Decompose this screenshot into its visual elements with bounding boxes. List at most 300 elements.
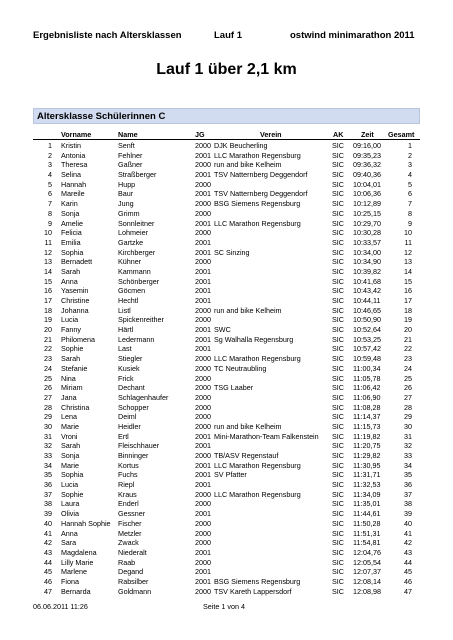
- row-name: Stiegler: [118, 354, 143, 364]
- row-zeit: 11:34,09: [353, 489, 381, 499]
- row-ak: SIC: [332, 344, 344, 354]
- row-name: Kühner: [118, 257, 142, 267]
- row-verein: run and bike Kelheim: [214, 305, 282, 315]
- row-gesamt: 28: [404, 402, 412, 412]
- row-verein: SWC: [214, 325, 231, 335]
- row-verein: TB/ASV Regenstauf: [214, 451, 279, 460]
- row-name: Gartzke: [118, 237, 144, 247]
- row-name: Fischer: [118, 518, 142, 528]
- row-zeit: 10:59,48: [353, 354, 381, 364]
- row-jg: 2001: [195, 576, 211, 586]
- row-jg: 2000: [195, 228, 211, 238]
- row-ak: SIC: [332, 141, 344, 150]
- row-jg: 2001: [195, 509, 211, 519]
- row-ak: SIC: [332, 373, 344, 383]
- row-gesamt: 19: [404, 315, 412, 325]
- row-ak: SIC: [332, 189, 344, 199]
- row-name: Last: [118, 344, 132, 354]
- row-gesamt: 9: [408, 218, 412, 228]
- row-vorname: Marie: [61, 421, 79, 431]
- row-name: Hupp: [118, 179, 136, 189]
- row-gesamt: 2: [408, 150, 412, 160]
- row-place: 19: [44, 315, 52, 325]
- row-zeit: 11:15,73: [353, 421, 381, 431]
- row-gesamt: 13: [404, 257, 412, 267]
- row-vorname: Karin: [61, 199, 78, 209]
- footer-date: 06.06.2011 11:26: [33, 602, 88, 611]
- row-jg: 2000: [195, 528, 211, 538]
- row-zeit: 10:04,01: [353, 179, 381, 189]
- row-name: Lohmeier: [118, 228, 148, 238]
- row-place: 46: [44, 576, 52, 586]
- row-jg: 2001: [195, 547, 211, 557]
- row-ak: SIC: [332, 160, 344, 170]
- row-jg: 2000: [195, 141, 211, 150]
- row-place: 33: [44, 451, 52, 460]
- row-zeit: 09:35,23: [353, 150, 381, 160]
- row-name: Heidler: [118, 421, 141, 431]
- row-vorname: Selina: [61, 170, 81, 180]
- row-zeit: 10:41,68: [353, 276, 381, 286]
- row-gesamt: 21: [404, 334, 412, 344]
- row-name: Schönberger: [118, 276, 160, 286]
- row-gesamt: 38: [404, 499, 412, 509]
- row-ak: SIC: [332, 237, 344, 247]
- row-place: 13: [44, 257, 52, 267]
- row-name: Gessner: [118, 509, 146, 519]
- row-vorname: Philomena: [61, 334, 95, 344]
- row-gesamt: 24: [404, 363, 412, 373]
- table-row: [0, 587, 453, 597]
- row-name: Fehlner: [118, 150, 143, 160]
- row-zeit: 11:06,42: [353, 383, 381, 393]
- col-zeit: Zeit: [361, 130, 374, 139]
- table-row: [0, 558, 453, 568]
- row-zeit: 12:08,14: [353, 576, 381, 586]
- page-footer: [0, 602, 453, 612]
- row-vorname: Fiona: [61, 576, 79, 586]
- row-jg: 2000: [195, 451, 211, 460]
- row-gesamt: 40: [404, 518, 412, 528]
- row-ak: SIC: [332, 363, 344, 373]
- table-row: [0, 296, 453, 306]
- row-place: 24: [44, 363, 52, 373]
- row-zeit: 10:57,42: [353, 344, 381, 354]
- row-gesamt: 43: [404, 547, 412, 557]
- row-jg: 2000: [195, 586, 211, 596]
- row-verein: Mini-Marathon-Team Falkenstein: [214, 431, 319, 441]
- row-place: 5: [48, 179, 52, 189]
- row-jg: 2001: [195, 334, 211, 344]
- row-gesamt: 22: [404, 344, 412, 354]
- row-verein: SV Pfatter: [214, 470, 247, 480]
- row-ak: SIC: [332, 538, 344, 548]
- row-vorname: Anna: [61, 276, 78, 286]
- row-ak: SIC: [332, 518, 344, 528]
- section-heading: Altersklasse Schülerinnen C: [33, 108, 420, 124]
- row-jg: 2000: [195, 257, 211, 267]
- row-gesamt: 20: [404, 325, 412, 335]
- row-place: 31: [44, 431, 52, 441]
- table-row: [0, 403, 453, 413]
- row-name: Fuchs: [118, 470, 138, 480]
- row-jg: 2001: [195, 247, 211, 257]
- table-row: [0, 577, 453, 587]
- table-row: [0, 277, 453, 287]
- row-zeit: 11:08,28: [353, 402, 381, 412]
- table-row: [0, 499, 453, 509]
- row-ak: SIC: [332, 547, 344, 557]
- row-name: Deiml: [118, 412, 137, 422]
- table-row: [0, 248, 453, 258]
- row-name: Dechant: [118, 383, 145, 393]
- header-rule: [33, 139, 420, 140]
- header-event: ostwind minimarathon 2011: [290, 30, 415, 41]
- row-ak: SIC: [332, 179, 344, 189]
- row-ak: SIC: [332, 402, 344, 412]
- row-zeit: 11:14,37: [353, 412, 381, 422]
- row-place: 44: [44, 557, 52, 567]
- row-zeit: 11:29,82: [353, 451, 381, 460]
- row-name: Schopper: [118, 402, 149, 412]
- row-ak: SIC: [332, 228, 344, 238]
- page-header: [0, 30, 453, 44]
- row-jg: 2001: [195, 218, 211, 228]
- row-verein: LLC Marathon Regensburg: [214, 489, 301, 499]
- row-vorname: Mareile: [61, 189, 85, 199]
- table-row: [0, 364, 453, 374]
- row-name: Kusiek: [118, 363, 140, 373]
- row-place: 37: [44, 489, 52, 499]
- table-row: [0, 209, 453, 219]
- table-row: [0, 480, 453, 490]
- row-jg: 2000: [195, 383, 211, 393]
- table-row: [0, 160, 453, 170]
- row-vorname: Lucia: [61, 315, 79, 325]
- row-vorname: Sophie: [61, 344, 84, 354]
- table-row: [0, 451, 453, 461]
- row-gesamt: 34: [404, 460, 412, 470]
- row-jg: 2001: [195, 286, 211, 296]
- row-ak: SIC: [332, 576, 344, 586]
- row-verein: BSG Siemens Regensburg: [214, 576, 301, 586]
- row-gesamt: 15: [404, 276, 412, 286]
- row-vorname: Sophia: [61, 470, 84, 480]
- row-zeit: 10:53,25: [353, 334, 381, 344]
- row-vorname: Lena: [61, 412, 77, 422]
- row-verein: TSV Natternberg Deggendorf: [214, 189, 308, 199]
- row-verein: run and bike Kelheim: [214, 421, 282, 431]
- row-jg: 2001: [195, 237, 211, 247]
- table-row: [0, 286, 453, 296]
- row-vorname: Laura: [61, 499, 80, 509]
- row-ak: SIC: [332, 489, 344, 499]
- row-place: 47: [44, 586, 52, 596]
- row-zeit: 10:44,11: [353, 296, 381, 305]
- row-zeit: 10:30,28: [353, 228, 381, 238]
- row-jg: 2001: [195, 266, 211, 276]
- row-gesamt: 7: [408, 199, 412, 209]
- row-name: Riepl: [118, 480, 135, 490]
- footer-page: Seite 1 von 4: [203, 602, 245, 611]
- row-vorname: Sarah: [61, 441, 81, 451]
- row-gesamt: 32: [404, 441, 412, 451]
- row-ak: SIC: [332, 421, 344, 431]
- header-race: Lauf 1: [214, 30, 242, 41]
- table-row: [0, 441, 453, 451]
- row-name: Göcmen: [118, 286, 146, 296]
- row-gesamt: 3: [408, 160, 412, 170]
- row-jg: 2001: [195, 480, 211, 490]
- table-row: [0, 306, 453, 316]
- row-zeit: 10:33,57: [353, 237, 381, 247]
- row-gesamt: 46: [404, 576, 412, 586]
- row-ak: SIC: [332, 266, 344, 276]
- row-name: Degand: [118, 567, 144, 577]
- row-gesamt: 39: [404, 509, 412, 519]
- table-row: [0, 432, 453, 442]
- row-ak: SIC: [332, 392, 344, 402]
- row-place: 28: [44, 402, 52, 412]
- row-jg: 2000: [195, 392, 211, 402]
- row-verein: LLC Marathon Regensburg: [214, 150, 301, 160]
- row-ak: SIC: [332, 586, 344, 596]
- row-jg: 2001: [195, 276, 211, 286]
- row-ak: SIC: [332, 557, 344, 567]
- row-vorname: Christina: [61, 402, 90, 412]
- row-jg: 2000: [195, 373, 211, 383]
- row-vorname: Anna: [61, 528, 78, 538]
- row-verein: BSG Siemens Regensburg: [214, 199, 301, 209]
- row-ak: SIC: [332, 441, 344, 451]
- row-jg: 2001: [195, 567, 211, 577]
- row-ak: SIC: [332, 499, 344, 509]
- row-name: Rabsilber: [118, 576, 149, 586]
- row-ak: SIC: [332, 509, 344, 519]
- table-row: [0, 412, 453, 422]
- row-jg: 2001: [195, 170, 211, 180]
- row-zeit: 11:44,61: [353, 509, 381, 519]
- row-place: 3: [48, 160, 52, 170]
- row-name: Enderl: [118, 499, 139, 509]
- row-vorname: Theresa: [61, 160, 88, 170]
- row-zeit: 09:36,32: [353, 160, 381, 170]
- row-gesamt: 23: [404, 354, 412, 364]
- row-gesamt: 16: [404, 286, 412, 296]
- row-zeit: 10:06,36: [353, 189, 381, 199]
- row-place: 39: [44, 509, 52, 519]
- row-vorname: Magdalena: [61, 547, 97, 557]
- row-gesamt: 8: [408, 208, 412, 218]
- row-jg: 2001: [195, 431, 211, 441]
- results-table: [0, 141, 453, 596]
- row-place: 32: [44, 441, 52, 451]
- row-jg: 2001: [195, 460, 211, 470]
- table-row: [0, 238, 453, 248]
- row-gesamt: 6: [408, 189, 412, 199]
- row-vorname: Sophia: [61, 247, 84, 257]
- row-ak: SIC: [332, 218, 344, 228]
- row-vorname: Vroni: [61, 431, 78, 441]
- row-gesamt: 44: [404, 557, 412, 567]
- row-ak: SIC: [332, 276, 344, 286]
- row-name: Hechtl: [118, 296, 139, 305]
- row-name: Jung: [118, 199, 134, 209]
- row-jg: 2001: [195, 441, 211, 451]
- table-row: [0, 219, 453, 229]
- row-place: 22: [44, 344, 52, 354]
- row-name: Kraus: [118, 489, 137, 499]
- row-zeit: 11:50,28: [353, 518, 381, 528]
- col-ak: AK: [333, 130, 344, 139]
- row-zeit: 10:52,64: [353, 325, 381, 335]
- row-jg: 2001: [195, 189, 211, 199]
- row-zeit: 12:07,37: [353, 567, 381, 577]
- row-verein: SC Sinzing: [214, 247, 250, 257]
- row-vorname: Bernadett: [61, 257, 93, 267]
- row-zeit: 12:05,54: [353, 557, 381, 567]
- row-ak: SIC: [332, 431, 344, 441]
- row-name: Metzler: [118, 528, 142, 538]
- row-place: 14: [44, 266, 52, 276]
- row-vorname: Miriam: [61, 383, 83, 393]
- row-place: 16: [44, 286, 52, 296]
- row-vorname: Hannah: [61, 179, 87, 189]
- row-place: 21: [44, 334, 52, 344]
- row-vorname: Marlene: [61, 567, 87, 577]
- row-gesamt: 11: [404, 237, 412, 247]
- row-jg: 2000: [195, 315, 211, 325]
- row-name: Fleischhauer: [118, 441, 160, 451]
- row-zeit: 10:12,89: [353, 199, 381, 209]
- row-name: Zwack: [118, 538, 139, 548]
- row-verein: TSV Natternberg Deggendorf: [214, 170, 308, 180]
- row-verein: TSG Laaber: [214, 383, 254, 393]
- row-verein: run and bike Kelheim: [214, 160, 282, 170]
- row-gesamt: 1: [408, 141, 412, 150]
- row-gesamt: 36: [404, 480, 412, 490]
- row-gesamt: 47: [404, 586, 412, 596]
- row-place: 9: [48, 218, 52, 228]
- row-name: Härtl: [118, 325, 134, 335]
- row-place: 20: [44, 325, 52, 335]
- row-gesamt: 25: [404, 373, 412, 383]
- row-gesamt: 35: [404, 470, 412, 480]
- row-place: 30: [44, 421, 52, 431]
- row-zeit: 10:29,70: [353, 218, 381, 228]
- row-jg: 2001: [195, 344, 211, 354]
- row-zeit: 10:25,15: [353, 208, 381, 218]
- row-vorname: Amelie: [61, 218, 83, 228]
- row-place: 12: [44, 247, 52, 257]
- row-zeit: 10:43,42: [353, 286, 381, 296]
- row-vorname: Olivia: [61, 509, 79, 519]
- row-place: 23: [44, 354, 52, 364]
- row-zeit: 11:05,78: [353, 373, 381, 383]
- row-place: 36: [44, 480, 52, 490]
- row-gesamt: 30: [404, 421, 412, 431]
- row-ak: SIC: [332, 208, 344, 218]
- row-name: Binninger: [118, 451, 149, 460]
- row-place: 34: [44, 460, 52, 470]
- row-name: Kammann: [118, 266, 151, 276]
- row-gesamt: 17: [404, 296, 412, 305]
- row-vorname: Antonia: [61, 150, 86, 160]
- row-vorname: Sarah: [61, 266, 81, 276]
- table-row: [0, 490, 453, 500]
- table-row: [0, 529, 453, 539]
- row-zeit: 11:06,90: [353, 392, 381, 402]
- row-vorname: Lilly Marie: [61, 557, 94, 567]
- row-vorname: Sarah: [61, 354, 81, 364]
- row-gesamt: 37: [404, 489, 412, 499]
- row-jg: 2000: [195, 179, 211, 189]
- row-vorname: Nina: [61, 373, 76, 383]
- row-jg: 2000: [195, 354, 211, 364]
- row-vorname: Sophie: [61, 489, 84, 499]
- row-name: Listl: [118, 305, 131, 315]
- row-name: Gaßner: [118, 160, 143, 170]
- row-zeit: 10:39,82: [353, 266, 381, 276]
- row-ak: SIC: [332, 451, 344, 460]
- table-row: [0, 548, 453, 558]
- row-vorname: Christine: [61, 296, 90, 305]
- row-jg: 2000: [195, 557, 211, 567]
- row-jg: 2000: [195, 305, 211, 315]
- row-vorname: Emilia: [61, 237, 81, 247]
- row-zeit: 10:46,65: [353, 305, 381, 315]
- row-vorname: Sara: [61, 538, 77, 548]
- table-row: [0, 470, 453, 480]
- row-zeit: 09:16,00: [353, 141, 381, 150]
- row-name: Grimm: [118, 208, 140, 218]
- row-place: 29: [44, 412, 52, 422]
- table-row: [0, 257, 453, 267]
- table-row: [0, 315, 453, 325]
- table-row: [0, 180, 453, 190]
- table-row: [0, 538, 453, 548]
- table-row: [0, 519, 453, 529]
- row-place: 27: [44, 392, 52, 402]
- row-jg: 2000: [195, 489, 211, 499]
- table-row: [0, 422, 453, 432]
- row-zeit: 11:54,81: [353, 538, 381, 548]
- row-vorname: Johanna: [61, 305, 89, 315]
- row-vorname: Kristin: [61, 141, 81, 150]
- row-gesamt: 33: [404, 451, 412, 460]
- row-gesamt: 5: [408, 179, 412, 189]
- row-place: 11: [44, 237, 52, 247]
- row-place: 38: [44, 499, 52, 509]
- row-ak: SIC: [332, 480, 344, 490]
- row-ak: SIC: [332, 296, 344, 305]
- row-ak: SIC: [332, 470, 344, 480]
- row-gesamt: 26: [404, 383, 412, 393]
- row-jg: 2000: [195, 199, 211, 209]
- row-jg: 2000: [195, 518, 211, 528]
- row-vorname: Hannah Sophie: [61, 518, 111, 528]
- row-vorname: Yasemin: [61, 286, 89, 296]
- row-vorname: Sonja: [61, 451, 80, 460]
- row-jg: 2000: [195, 538, 211, 548]
- row-place: 42: [44, 538, 52, 548]
- row-jg: 2000: [195, 208, 211, 218]
- row-gesamt: 42: [404, 538, 412, 548]
- row-place: 15: [44, 276, 52, 286]
- row-name: Frick: [118, 373, 134, 383]
- row-vorname: Bernarda: [61, 586, 91, 596]
- table-row: [0, 567, 453, 577]
